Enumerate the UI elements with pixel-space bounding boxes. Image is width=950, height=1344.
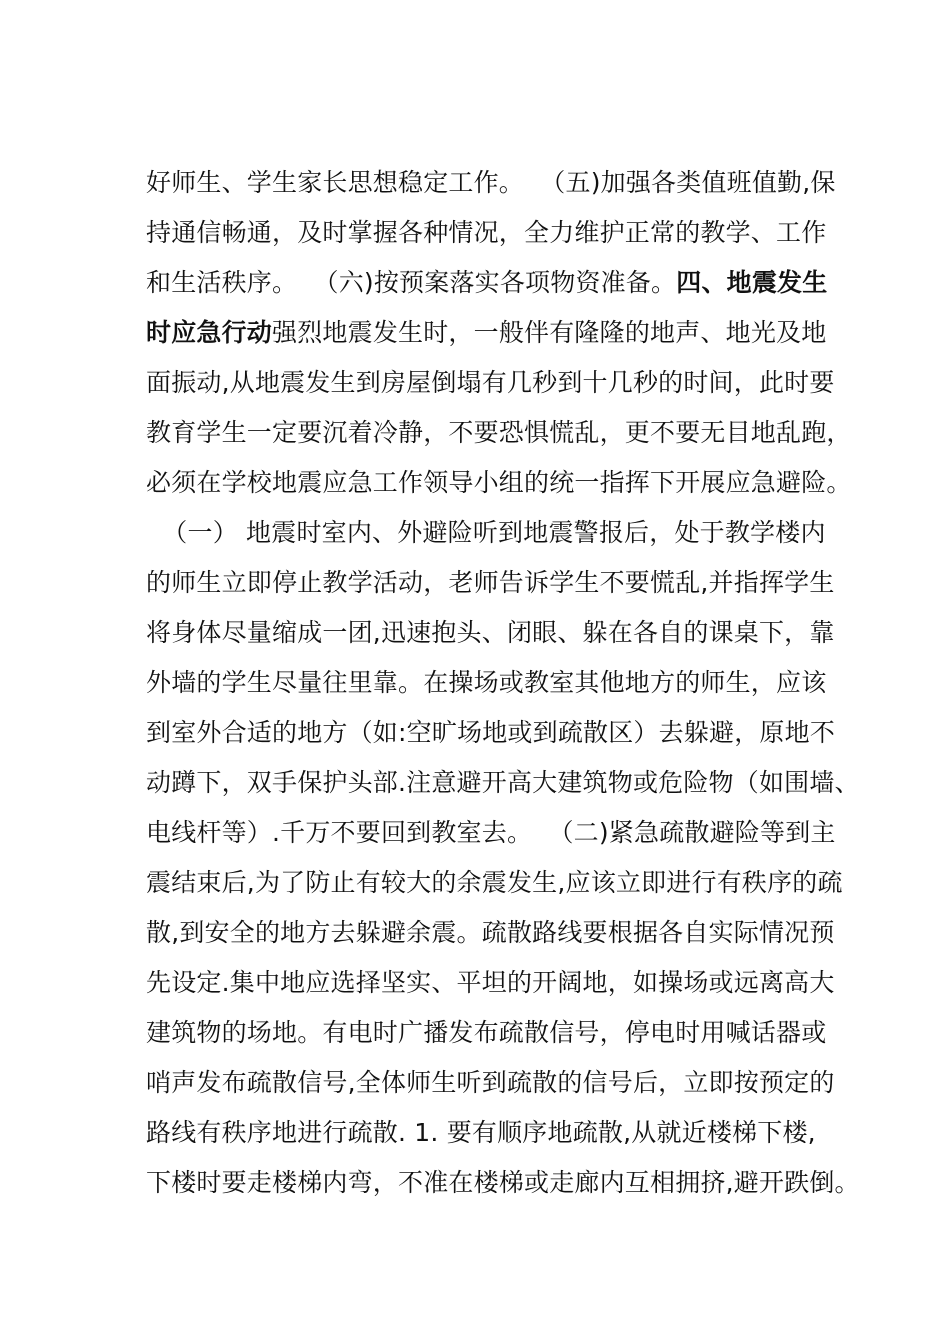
paragraph-text: 哨声发布疏散信号,全体师生听到疏散的信号后，立即按预定的 — [146, 1068, 835, 1097]
text-line — [146, 758, 866, 808]
paragraph-text: 将身体尽量缩成一团,迅速抱头、闭眼、躲在各自的课桌下，靠 — [146, 618, 835, 647]
paragraph-text: 建筑物的场地。有电时广播发布疏散信号，停电时用喊话器或 — [146, 1018, 827, 1047]
text-line — [146, 458, 866, 508]
paragraph-text: 散,到安全的地方去躲避余震。疏散路线要根据各自实际情况预 — [146, 918, 835, 947]
paragraph-text: 下楼时要走楼梯内弯，不准在楼梯或走廊内互相拥挤,避开跌倒。 — [146, 1168, 860, 1197]
text-line — [146, 958, 866, 1008]
text-line — [146, 558, 866, 608]
paragraph-text: 强烈地震发生时，一般伴有隆隆的地声、地光及地 — [272, 318, 827, 347]
text-line — [146, 258, 866, 308]
paragraph-text: 面振动,从地震发生到房屋倒塌有几秒到十几秒的时间，此时要 — [146, 368, 835, 397]
text-line — [146, 1008, 866, 1058]
text-line — [146, 1058, 866, 1108]
text-line — [146, 1158, 866, 1208]
paragraph-text: 外墙的学生尽量往里靠。在操场或教室其他地方的师生，应该 — [146, 668, 827, 697]
paragraph-text: （一） 地震时室内、外避险听到地震警报后，处于教学楼内 — [146, 518, 826, 547]
paragraph-text: 电线杆等）.千万不要回到教室去。 （二)紧急疏散避险等到主 — [146, 818, 836, 847]
paragraph-text: 必须在学校地震应急工作领导小组的统一指挥下开展应急避险。 — [146, 468, 852, 497]
bold-heading-text: 四、地震发生 — [676, 268, 828, 297]
text-line — [146, 408, 866, 458]
text-line — [146, 908, 866, 958]
body-text — [146, 158, 866, 1208]
text-line — [146, 208, 866, 258]
bold-heading-text: 时应急行动 — [146, 318, 273, 347]
paragraph-text: 教育学生一定要沉着冷静，不要恐惧慌乱，更不要无目地乱跑， — [146, 418, 852, 447]
text-line — [146, 608, 866, 658]
paragraph-text: 路线有秩序地进行疏散. 1. 要有顺序地疏散,从就近楼梯下楼, — [146, 1118, 816, 1147]
paragraph-text: 的师生立即停止教学活动，老师告诉学生不要慌乱,并指挥学生 — [146, 568, 835, 597]
paragraph-text: 动蹲下，双手保护头部.注意避开高大建筑物或危险物（如围墙、 — [146, 768, 860, 797]
text-line — [146, 858, 866, 908]
text-line — [146, 158, 866, 208]
text-line — [146, 708, 866, 758]
text-line — [146, 808, 866, 858]
text-line — [146, 658, 866, 708]
text-line — [146, 358, 866, 408]
paragraph-text: 和生活秩序。 （六)按预案落实各项物资准备。 — [146, 268, 677, 297]
paragraph-text: 好师生、学生家长思想稳定工作。 （五)加强各类值班值勤,保 — [146, 168, 836, 197]
paragraph-text: 震结束后,为了防止有较大的余震发生,应该立即进行有秩序的疏 — [146, 868, 843, 897]
text-line — [146, 508, 866, 558]
text-line — [146, 308, 866, 358]
paragraph-text: 到室外合适的地方（如:空旷场地或到疏散区）去躲避，原地不 — [146, 718, 836, 747]
paragraph-text: 持通信畅通，及时掌握各种情况，全力维护正常的教学、工作 — [146, 218, 827, 247]
text-line — [146, 1108, 866, 1158]
paragraph-text: 先设定.集中地应选择坚实、平坦的开阔地，如操场或远离高大 — [146, 968, 835, 997]
